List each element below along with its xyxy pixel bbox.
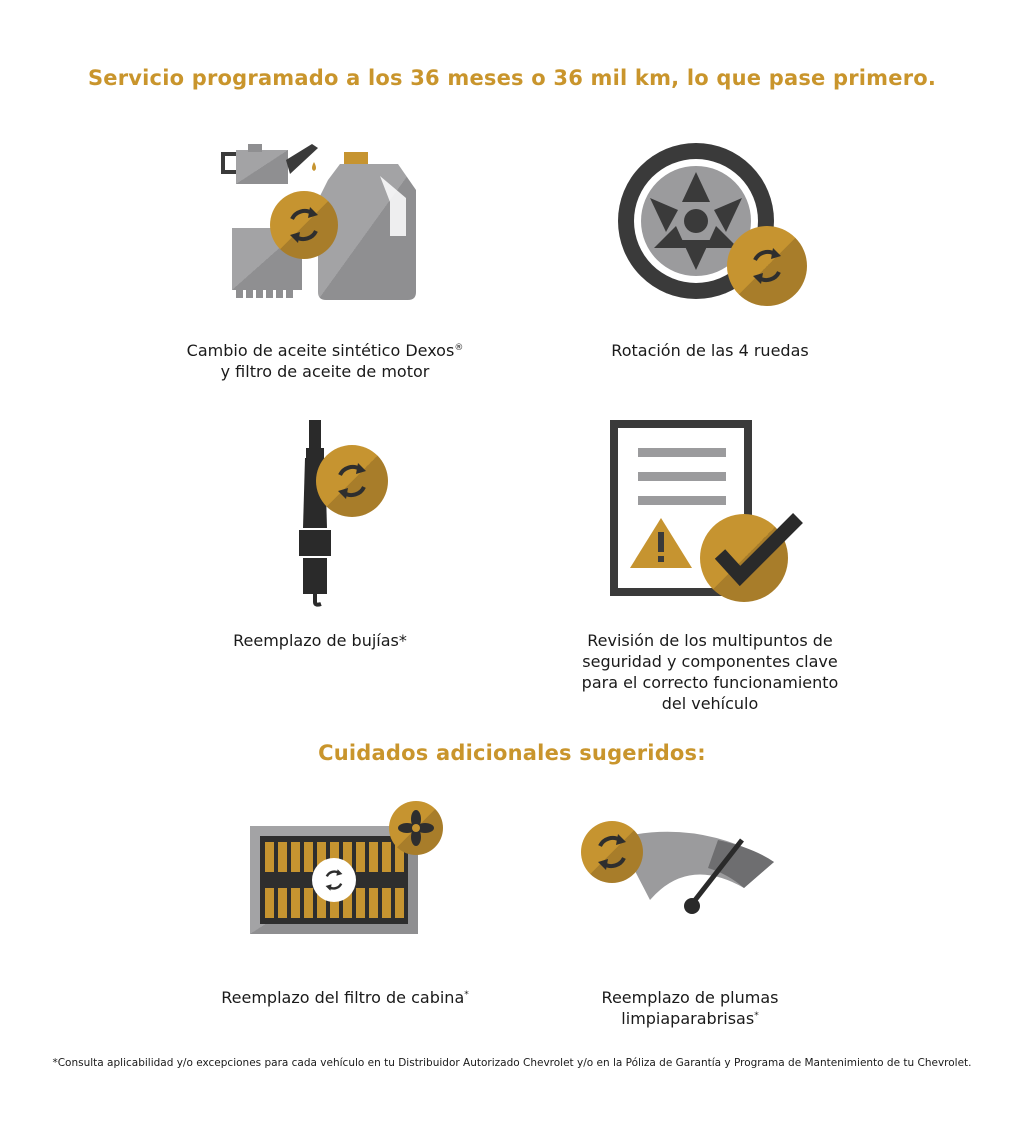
spark-plug-icon [285,418,395,608]
caption-line: limpiaparabrisas [621,1009,755,1028]
service-caption-inspection [555,630,865,714]
caption-line: Reemplazo del filtro de cabina [221,988,465,1007]
additional-caption-cabin-filter [190,987,500,1008]
wiper-blade-icon [578,818,783,918]
service-caption-tires [560,340,860,361]
page-title: Servicio programado a los 36 meses o 36 mil km, lo que pase primero. [87,66,937,90]
oil-change-icon [220,140,425,305]
caption-line: Rotación de las 4 ruedas [611,341,809,360]
footnote: *Consulta aplicabilidad y/o excepciones para cada vehículo en tu Distribuidor Autorizado Chevrolet y/o en la Póliza de Garantía y Programa de Mantenimiento de tu Chevrolet. [52,1057,972,1069]
footnote-mark: * [754,1011,759,1021]
caption-line: Reemplazo de bujías* [233,631,407,650]
footnote-mark: * [464,990,469,1000]
additional-caption-wipers [540,987,840,1029]
caption-line: seguridad y componentes clave [582,652,838,671]
service-caption-oil [160,340,490,382]
caption-line: del vehículo [661,694,759,713]
registered-mark: ® [454,343,464,353]
service-caption-spark-plugs [180,630,460,651]
caption-line: y filtro de aceite de motor [220,362,430,381]
section-title-additional: Cuidados adicionales sugeridos: [318,741,706,765]
caption-line: para el correcto funcionamiento [581,673,839,692]
caption-line: Reemplazo de plumas [601,988,779,1007]
caption-line: Cambio de aceite sintético Dexos [186,341,455,360]
cabin-filter-icon [248,798,448,938]
checklist-icon [608,418,808,603]
caption-line: Revisión de los multipuntos de [587,631,833,650]
tire-rotation-icon [610,136,810,311]
